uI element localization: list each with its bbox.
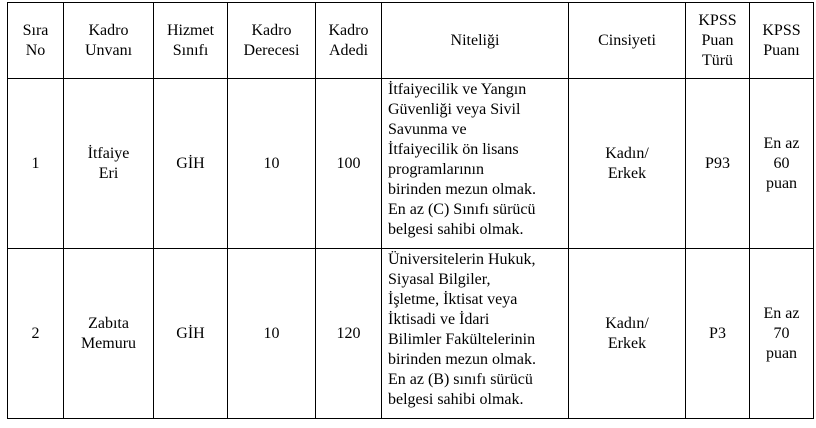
cell-derece: 10 bbox=[228, 249, 316, 419]
header-kadro-derecesi: Kadro Derecesi bbox=[228, 3, 316, 79]
header-kpss-puan-turu: KPSS Puan Türü bbox=[686, 3, 750, 79]
cell-puan: En az 60 puan bbox=[750, 79, 814, 249]
cell-sira: 2 bbox=[8, 249, 64, 419]
cell-adet: 120 bbox=[316, 249, 382, 419]
cell-nitelik: İtfaiyecilik ve Yangın Güvenliği veya Sivil Savunma ve İtfaiyecilik ön lisans programlarının birinden mezun olmak. En az (C) Sınıfı sürücü belgesi sahibi olmak. bbox=[382, 79, 569, 249]
cell-puan-turu: P3 bbox=[686, 249, 750, 419]
header-kadro-adedi: Kadro Adedi bbox=[316, 3, 382, 79]
table-row bbox=[8, 249, 814, 419]
cell-nitelik: Üniversitelerin Hukuk, Siyasal Bilgiler, İşletme, İktisat veya İktisadi ve İdari Bilimler Fakültelerinin birinden mezun olmak. En az (B) sınıfı sürücü belgesi sahibi olmak. bbox=[382, 249, 569, 419]
cell-cinsiyet: Kadın/ Erkek bbox=[569, 249, 686, 419]
cell-derece: 10 bbox=[228, 79, 316, 249]
cell-sinif: GİH bbox=[154, 249, 228, 419]
header-sira-no: Sıra No bbox=[8, 3, 64, 79]
cell-unvan: İtfaiye Eri bbox=[64, 79, 154, 249]
cell-puan-turu: P93 bbox=[686, 79, 750, 249]
header-niteligi: Niteliği bbox=[382, 3, 569, 79]
cell-unvan: Zabıta Memuru bbox=[64, 249, 154, 419]
table-row bbox=[8, 79, 814, 249]
header-cinsiyeti: Cinsiyeti bbox=[569, 3, 686, 79]
cell-sira: 1 bbox=[8, 79, 64, 249]
cell-adet: 100 bbox=[316, 79, 382, 249]
cell-puan: En az 70 puan bbox=[750, 249, 814, 419]
kadro-table bbox=[7, 2, 814, 419]
header-kadro-unvani: Kadro Unvanı bbox=[64, 3, 154, 79]
cell-cinsiyet: Kadın/ Erkek bbox=[569, 79, 686, 249]
header-row bbox=[8, 3, 814, 79]
header-kpss-puani: KPSS Puanı bbox=[750, 3, 814, 79]
header-hizmet-sinifi: Hizmet Sınıfı bbox=[154, 3, 228, 79]
cell-sinif: GİH bbox=[154, 79, 228, 249]
